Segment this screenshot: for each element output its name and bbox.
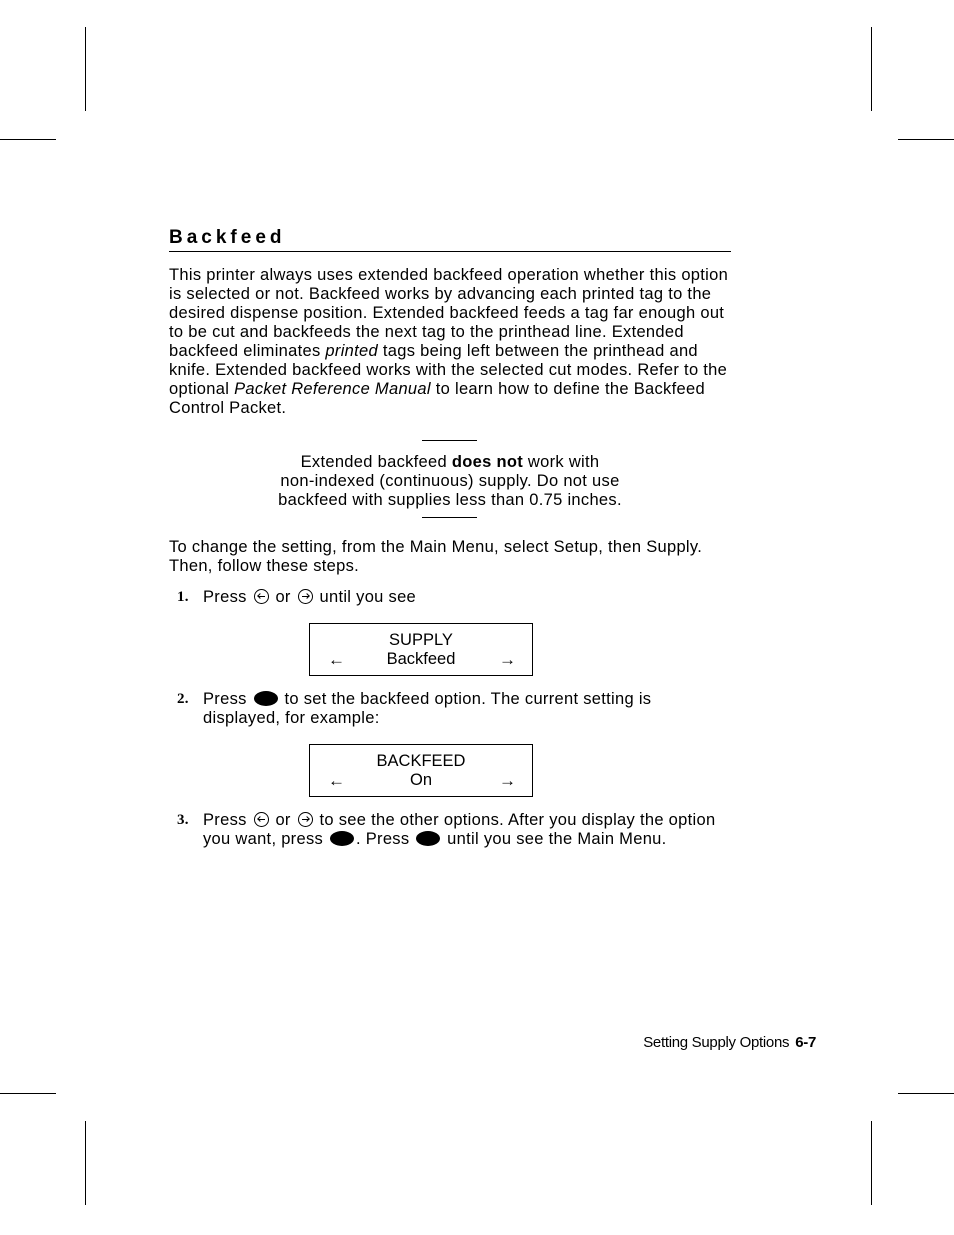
step-text: Press <box>203 588 252 606</box>
step-text: . Press <box>355 830 415 848</box>
right-arrow-key-icon <box>298 812 313 827</box>
display-right-arrow-icon: → <box>499 650 516 669</box>
enter-key-icon <box>330 831 354 846</box>
crop-mark-bottom-left-vertical <box>85 1121 86 1205</box>
note-emphasis: does not <box>451 453 524 471</box>
section-heading: Backfeed <box>169 226 731 252</box>
page-number: 6-7 <box>795 1034 816 1051</box>
step-1 <box>169 588 731 607</box>
step-text: or <box>270 811 296 829</box>
display-line-2: Backfeed <box>386 650 456 668</box>
intro-text-3: to learn how to define the Backfeed Control Packet. <box>169 380 705 417</box>
display-left-arrow-icon: ← <box>328 650 345 669</box>
enter-key-icon <box>254 691 278 706</box>
step-text: until you see <box>314 588 417 606</box>
note-rule-bottom <box>422 517 477 518</box>
display-line-2: On <box>409 771 432 789</box>
note-rule-top <box>422 440 477 441</box>
footer-section-title: Setting Supply Options <box>643 1034 790 1051</box>
crop-mark-top-right-horizontal <box>898 139 954 140</box>
step-text: or <box>270 588 296 606</box>
page-content <box>169 226 731 849</box>
display-left-arrow-icon: ← <box>328 771 345 790</box>
step-text: until you see the Main Menu. <box>442 830 667 848</box>
display-line-1: SUPPLY <box>389 631 453 649</box>
step-number: 2. <box>177 691 189 707</box>
page-footer <box>643 1034 816 1051</box>
display-right-arrow-icon: → <box>499 771 516 790</box>
manual-title: Packet Reference Manual <box>234 380 431 398</box>
step-2 <box>169 690 731 728</box>
step-number: 1. <box>177 589 189 605</box>
printer-display-supply <box>309 623 533 676</box>
note-text-3: non-indexed (continuous) supply. Do not use <box>280 472 620 490</box>
step-text: Press <box>203 811 252 829</box>
intro-paragraph <box>169 266 731 418</box>
intro-text-2: tags being left between the printhead and knife. Extended backfeed works with the selected cut modes. Refer to the optional <box>169 342 728 398</box>
note-box <box>169 440 731 518</box>
crop-mark-bottom-left-horizontal <box>0 1093 56 1094</box>
step-number: 3. <box>177 812 189 828</box>
display-line-1: BACKFEED <box>376 752 466 770</box>
left-arrow-key-icon <box>254 812 269 827</box>
note-text-1: Extended backfeed <box>300 453 452 471</box>
crop-mark-bottom-right-vertical <box>871 1121 872 1205</box>
crop-mark-bottom-right-horizontal <box>898 1093 954 1094</box>
step-text: to see the other options. After you display the option you want, press <box>203 811 716 848</box>
step-text: to set the backfeed option. The current setting is displayed, for example: <box>203 690 652 727</box>
intro-emphasis-printed: printed <box>325 342 378 360</box>
crop-mark-top-left-vertical <box>85 27 86 111</box>
crop-mark-top-right-vertical <box>871 27 872 111</box>
right-arrow-key-icon <box>298 589 313 604</box>
step-text: Press <box>203 690 252 708</box>
note-text <box>169 453 731 510</box>
intro-text-1: This printer always uses extended backfeed operation whether this option is selected or not. Backfeed works by advancing each printed tag to the desired dispense position. Extended backfeed feeds a tag far enough out to be cut and backfeeds the next tag to the printhead line. Extended backfeed eliminates <box>169 266 729 360</box>
step-3 <box>169 811 731 849</box>
left-arrow-key-icon <box>254 589 269 604</box>
change-setting-paragraph: To change the setting, from the Main Menu, select Setup, then Supply. Then, follow these steps. <box>169 538 703 575</box>
crop-mark-top-left-horizontal <box>0 139 56 140</box>
printer-display-backfeed <box>309 744 533 797</box>
note-text-4: backfeed with supplies less than 0.75 inches. <box>278 491 622 509</box>
note-text-2: work with <box>523 453 600 471</box>
enter-key-icon <box>416 831 440 846</box>
